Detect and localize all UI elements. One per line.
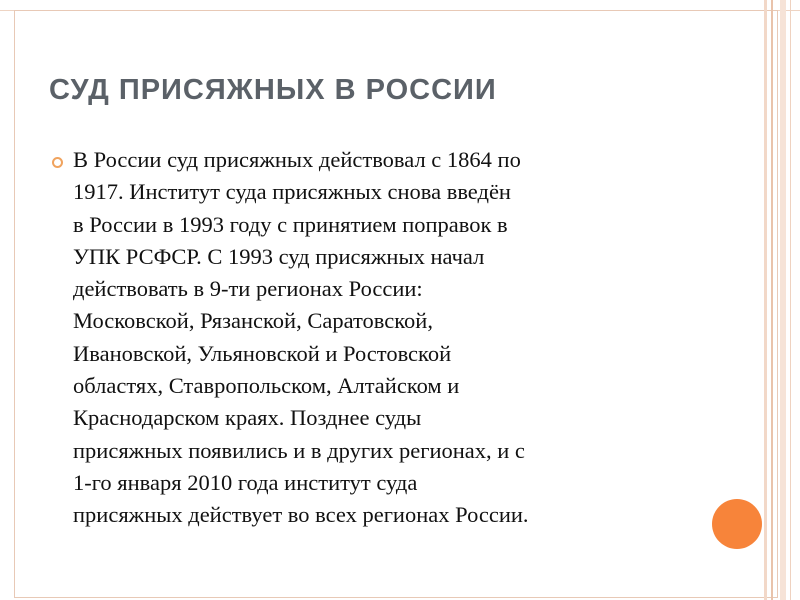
paragraph-line: присяжных действует во всех регионах России.: [73, 502, 529, 528]
paragraph-line: Московской, Рязанской, Саратовской,: [73, 308, 433, 334]
paragraph-line: В России суд присяжных действовал с 1864 по: [73, 147, 521, 172]
orange-circle-icon: [712, 499, 762, 549]
decorative-stripe: [771, 0, 773, 600]
bullet-paragraph: [73, 144, 713, 532]
paragraph-line: Краснодарском краях. Позднее суды: [73, 405, 422, 431]
paragraph-line: 1-го января 2010 года институт суда: [73, 469, 418, 495]
decorative-stripe: [790, 0, 791, 600]
paragraph-line: действовать в 9-ти регионах России:: [73, 276, 423, 302]
paragraph-line: областях, Ставропольском, Алтайском и: [73, 373, 460, 399]
paragraph-line: УПК РСФСР. С 1993 суд присяжных начал: [73, 243, 485, 269]
circle-bullet-icon: [52, 157, 63, 168]
decorative-stripe: [764, 0, 767, 600]
paragraph-line: Ивановской, Ульяновской и Ростовской: [73, 340, 452, 366]
paragraph-line: 1917. Институт суда присяжных снова введён: [73, 179, 511, 205]
slide-title: СУД ПРИСЯЖНЫХ В РОССИИ: [49, 74, 497, 106]
paragraph-line: присяжных появились и в других регионах, и с: [73, 437, 525, 463]
decorative-stripe: [780, 0, 786, 600]
paragraph-line: в России в 1993 году с принятием поправок в: [73, 211, 508, 237]
